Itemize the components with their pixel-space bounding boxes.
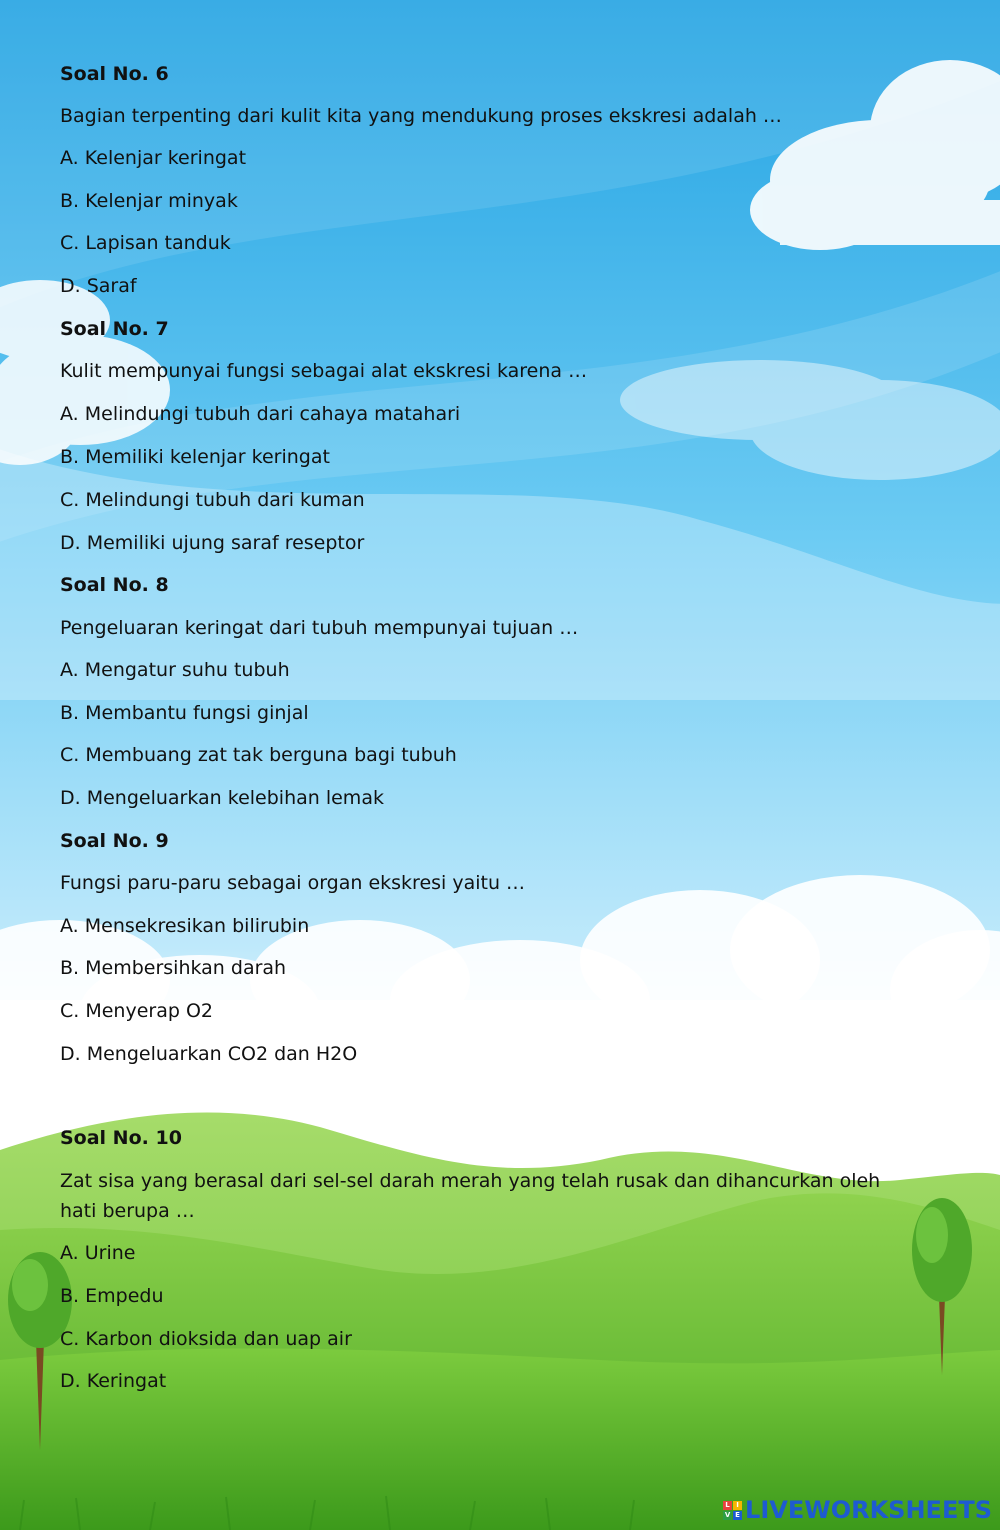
question-10-text: Zat sisa yang berasal dari sel-sel darah merah yang telah rusak dan dihancurkan oleh hati berupa …: [60, 1170, 881, 1222]
liveworksheets-logo-icon: [723, 1501, 742, 1520]
question-9-option-c[interactable]: C. Menyerap O2: [60, 1000, 214, 1022]
question-6-option-d[interactable]: D. Saraf: [60, 275, 137, 297]
question-9-option-a[interactable]: A. Mensekresikan bilirubin: [60, 915, 310, 937]
question-10-option-c[interactable]: C. Karbon dioksida dan uap air: [60, 1328, 352, 1350]
question-7-option-a[interactable]: A. Melindungi tubuh dari cahaya matahari: [60, 403, 461, 425]
logo-letter: E: [733, 1511, 742, 1520]
question-8-heading: Soal No. 8: [60, 574, 169, 596]
question-9-text: Fungsi paru-paru sebagai organ ekskresi yaitu …: [60, 872, 526, 894]
question-6-option-c[interactable]: C. Lapisan tanduk: [60, 232, 231, 254]
question-8-option-d[interactable]: D. Mengeluarkan kelebihan lemak: [60, 787, 384, 809]
question-7-text: Kulit mempunyai fungsi sebagai alat ekskresi karena …: [60, 360, 588, 382]
question-10-option-a[interactable]: A. Urine: [60, 1242, 136, 1264]
question-7-option-c[interactable]: C. Melindungi tubuh dari kuman: [60, 489, 365, 511]
question-7-heading: Soal No. 7: [60, 318, 169, 340]
question-6-text: Bagian terpenting dari kulit kita yang mendukung proses ekskresi adalah …: [60, 105, 782, 127]
question-8-option-b[interactable]: B. Membantu fungsi ginjal: [60, 702, 309, 724]
question-9-option-b[interactable]: B. Membersihkan darah: [60, 957, 287, 979]
question-6-heading: Soal No. 6: [60, 63, 169, 85]
question-8-option-c[interactable]: C. Membuang zat tak berguna bagi tubuh: [60, 744, 457, 766]
logo-letter: V: [724, 1510, 731, 1519]
question-9-heading: Soal No. 9: [60, 830, 169, 852]
liveworksheets-watermark: [723, 1496, 992, 1524]
logo-letter: I: [733, 1501, 742, 1510]
liveworksheets-text: LIVEWORKSHEETS: [745, 1496, 992, 1524]
question-10-option-b[interactable]: B. Empedu: [60, 1285, 164, 1307]
question-6-option-b[interactable]: B. Kelenjar minyak: [60, 190, 238, 212]
question-10-heading: Soal No. 10: [60, 1127, 182, 1149]
question-8-option-a[interactable]: A. Mengatur suhu tubuh: [60, 659, 290, 681]
question-8-text: Pengeluaran keringat dari tubuh mempunyai tujuan …: [60, 617, 579, 639]
question-10-option-d[interactable]: D. Keringat: [60, 1370, 167, 1392]
logo-letter: L: [723, 1501, 732, 1510]
question-7-option-b[interactable]: B. Memiliki kelenjar keringat: [60, 446, 330, 468]
question-6-option-a[interactable]: A. Kelenjar keringat: [60, 147, 247, 169]
question-9-option-d[interactable]: D. Mengeluarkan CO2 dan H2O: [60, 1043, 358, 1065]
question-7-option-d[interactable]: D. Memiliki ujung saraf reseptor: [60, 532, 365, 554]
